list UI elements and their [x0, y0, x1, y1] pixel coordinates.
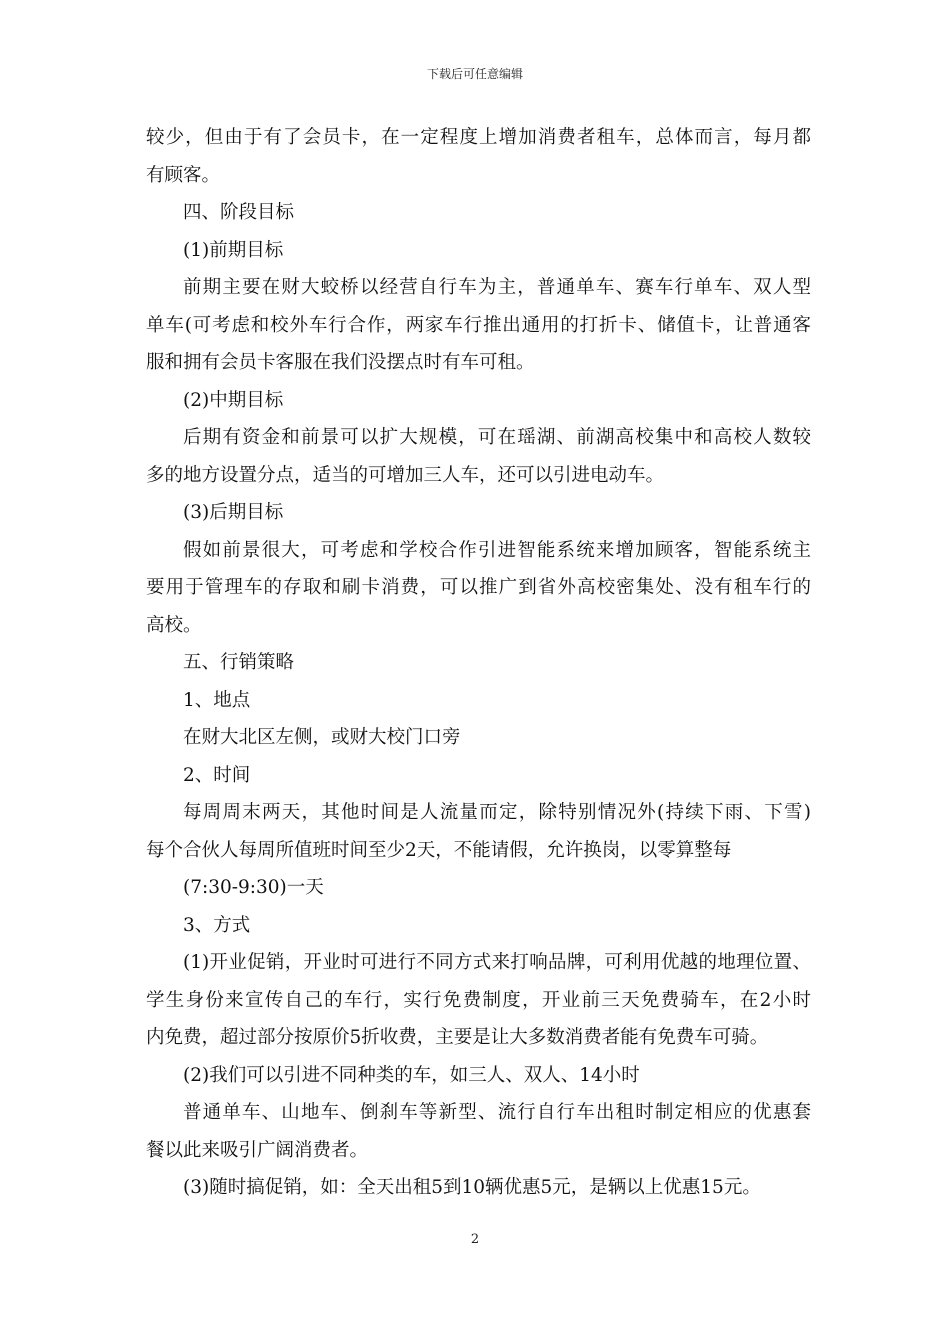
text-line: 有顾客。	[146, 164, 221, 186]
text-line: 高校。	[146, 614, 202, 636]
text-line: 前期主要在财大蛟桥以经营自行车为主，普通单车、赛车行单车、双人型	[183, 277, 811, 298]
text-line: (2)中期目标	[183, 389, 284, 411]
text-line: (2)我们可以引进不同种类的车，如三人、双人、14小时	[183, 1064, 640, 1086]
text-line: 四、阶段目标	[183, 202, 295, 223]
text-line: (7:30-9:30)一天	[183, 877, 324, 898]
text-line: (3)后期目标	[183, 502, 284, 523]
document-body	[146, 119, 811, 1207]
text-line: (1)开业促销，开业时可进行不同方式来打响品牌，可利用优越的地理位置、	[183, 952, 811, 973]
text-line: 后期有资金和前景可以扩大规模，可在瑶湖、前湖高校集中和高校人数较	[183, 427, 811, 448]
text-line: 五、行销策略	[183, 652, 295, 673]
text-line: 每周周末两天，其他时间是人流量而定，除特别情况外(持续下雨、下雪)	[183, 802, 811, 823]
text-line: 学生身份来宣传自己的车行，实行免费制度，开业前三天免费骑车，在2小时	[146, 989, 811, 1011]
text-line: 要用于管理车的存取和刷卡消费，可以推广到省外高校密集处、没有租车行的	[146, 577, 811, 598]
text-line: 较少，但由于有了会员卡，在一定程度上增加消费者租车，总体而言，每月都	[146, 127, 811, 148]
text-line: 每个合伙人每周所值班时间至少2天，不能请假，允许换岗，以零算整每	[146, 839, 732, 861]
text-line: 假如前景很大，可考虑和学校合作引进智能系统来增加顾客，智能系统主	[183, 539, 811, 561]
text-line: 餐以此来吸引广阔消费者。	[146, 1139, 369, 1161]
text-line: 3、方式	[183, 914, 251, 936]
page-number: 2	[470, 1232, 480, 1247]
text-line: 单车(可考虑和校外车行合作，两家车行推出通用的打折卡、储值卡，让普通客	[146, 314, 811, 336]
text-line: 2、时间	[183, 764, 251, 786]
text-line: 普通单车、山地车、倒刹车等新型、流行自行车出租时制定相应的优惠套	[183, 1102, 811, 1123]
text-line: (1)前期目标	[183, 239, 284, 261]
text-line: 在财大北区左侧，或财大校门口旁	[183, 727, 461, 748]
text-line: 服和拥有会员卡客服在我们没摆点时有车可租。	[146, 352, 535, 373]
page-header: 下载后可任意编辑	[426, 67, 523, 81]
text-line: 1、地点	[183, 689, 251, 711]
text-line: 多的地方设置分点，适当的可增加三人车，还可以引进电动车。	[146, 464, 665, 486]
text-line: (3)随时搞促销，如：全天出租5到10辆优惠5元，是辆以上优惠15元。	[183, 1177, 761, 1198]
text-line: 内免费，超过部分按原价5折收费，主要是让大多数消费者能有免费车可骑。	[146, 1027, 769, 1048]
